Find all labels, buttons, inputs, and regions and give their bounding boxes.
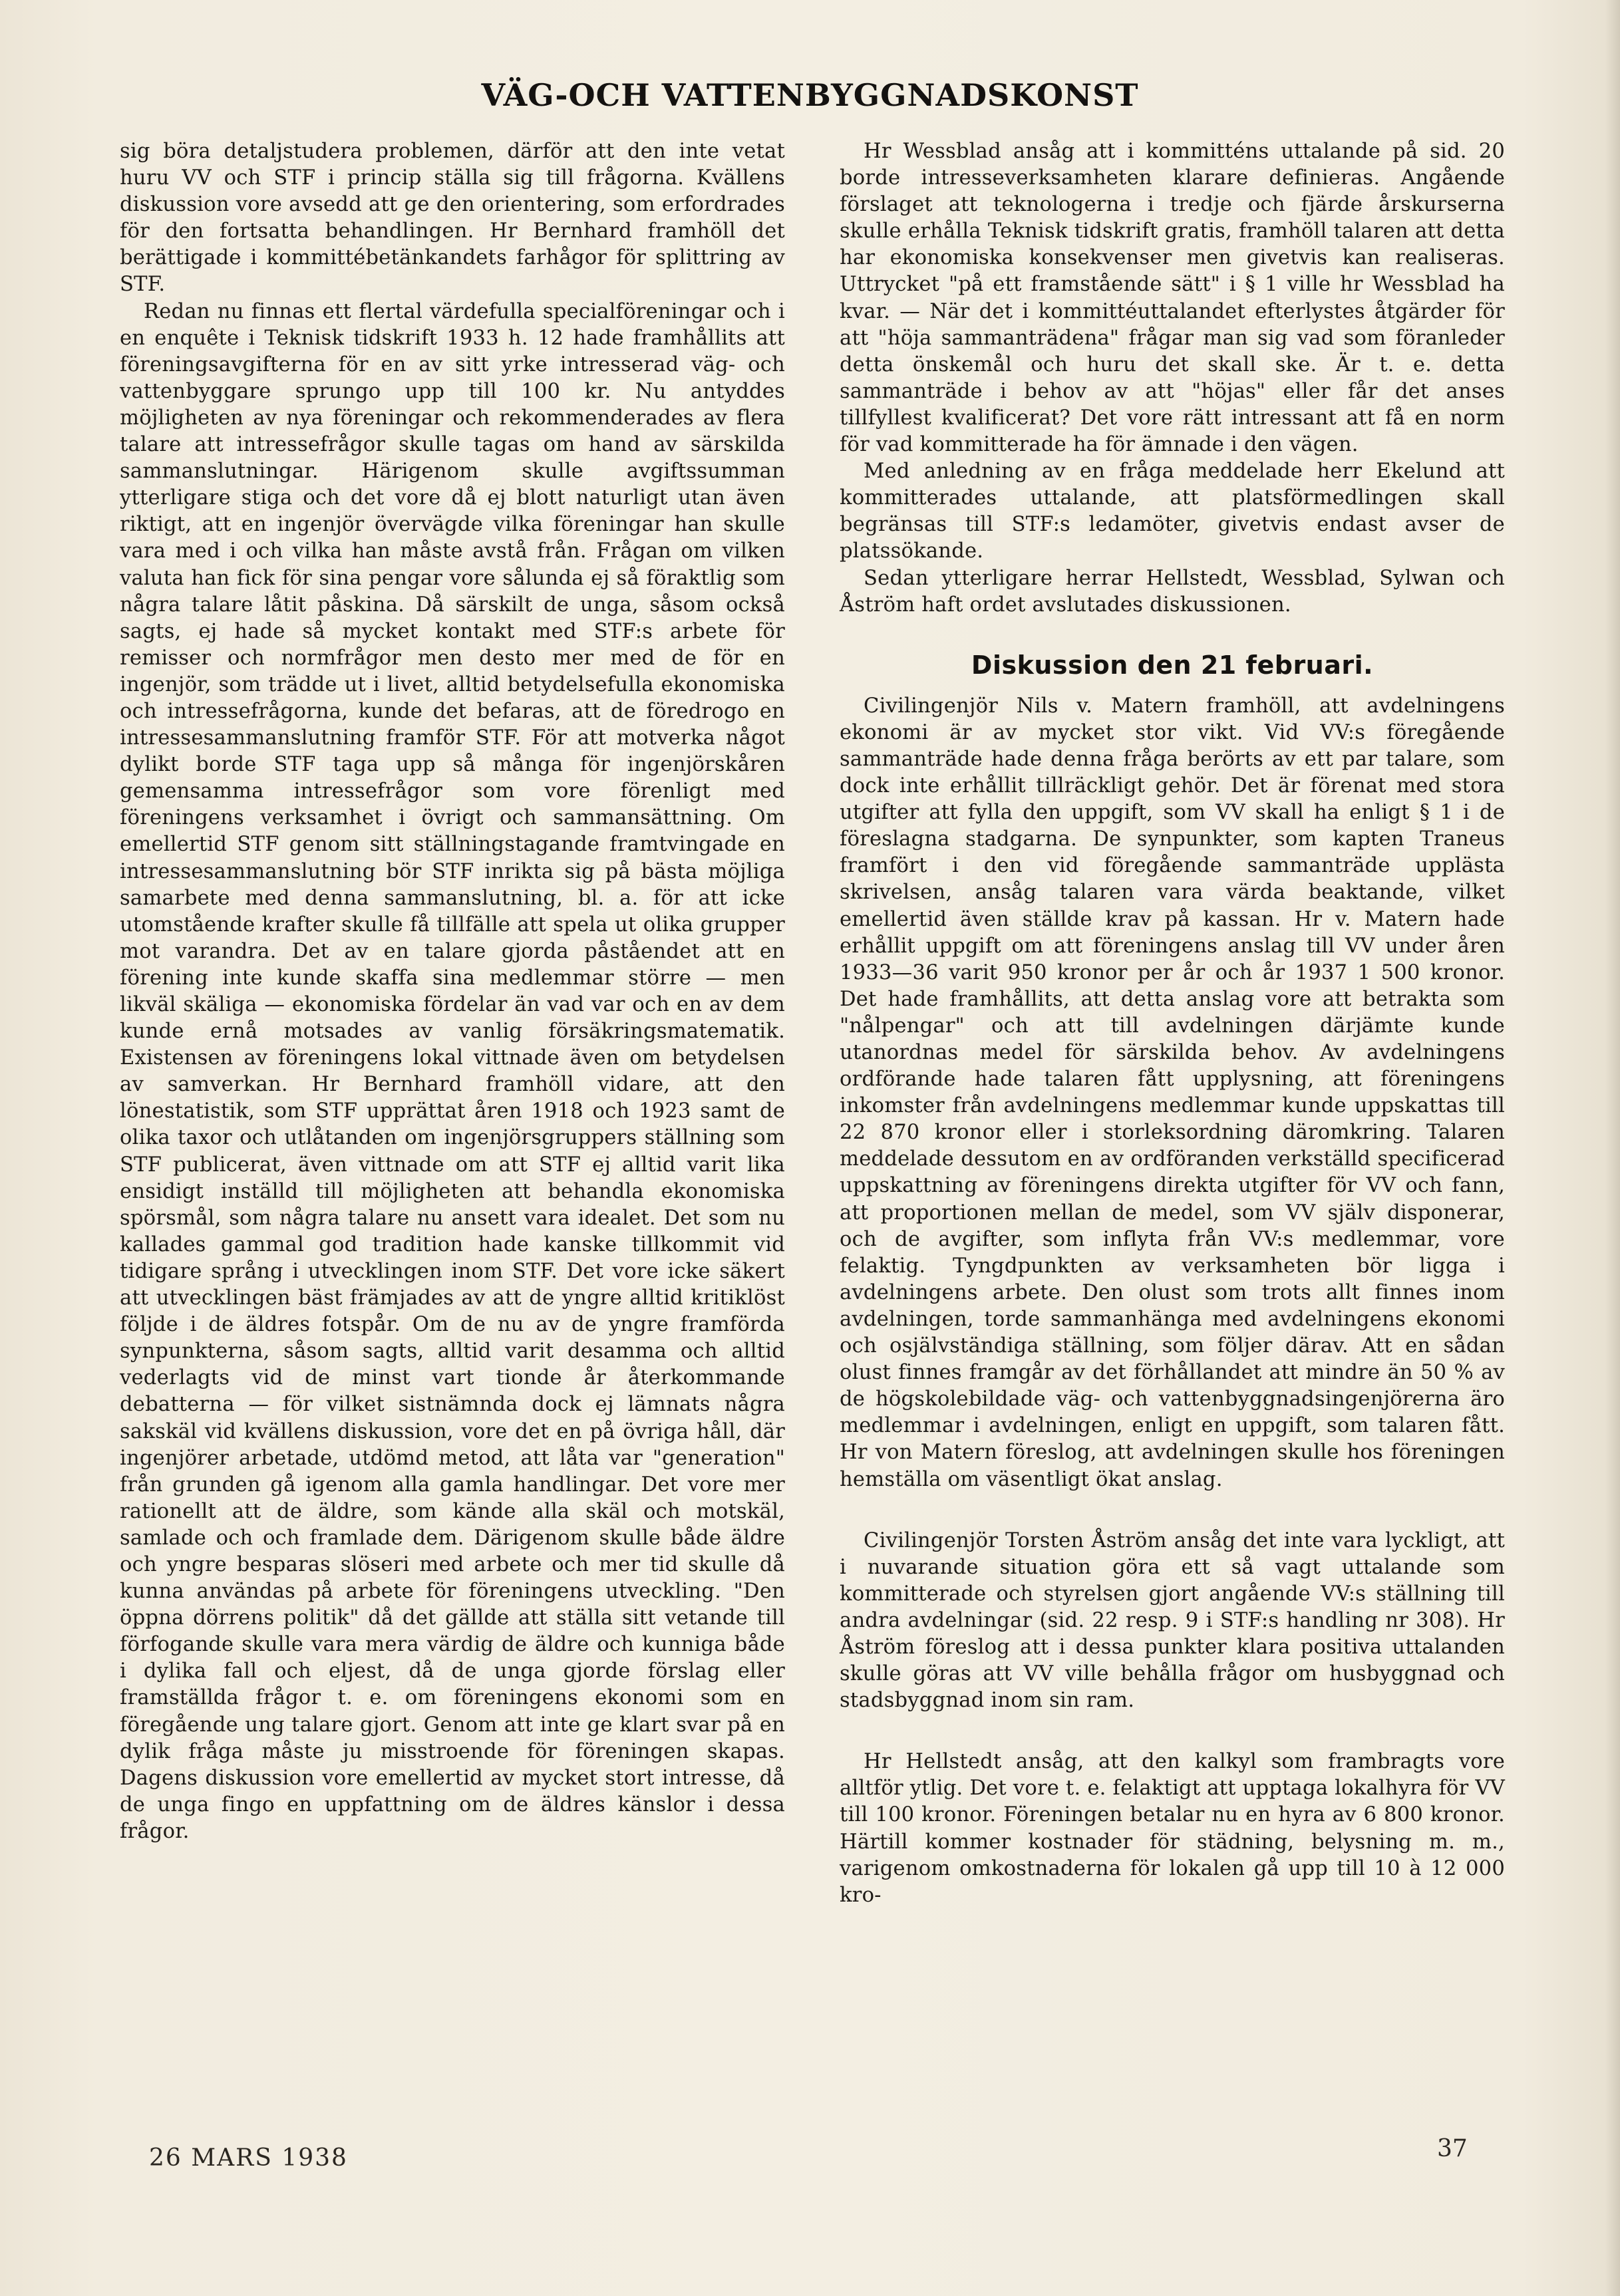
right-paragraph-ekelund: Med anledning av en fråga meddelade herr Ekelund att kommitterades uttalande, att platsförmedlingen skall begränsas till STF:s ledamöter, givetvis endast avser de platssökande. [840,460,1505,563]
running-head-title: VÄG-OCH VATTENBYGGNADSKONST [481,77,1139,113]
page-number: 37 [1437,2135,1468,2162]
right-paragraph-closing: Sedan ytterligare herrar Hellstedt, Wessblad, Sylwan och Åström haft ordet avslutades diskussionen. [840,566,1505,617]
section-heading: Diskussion den 21 februari. [971,650,1374,680]
right-paragraph-matern: Civilingenjör Nils v. Matern framhöll, att avdelningens ekonomi är av mycket stor vikt. Vid VV:s föregående sammanträde hade denna fråga berörts av ett par talare, som dock inte erhållit tillräckligt gehör. Det är förenat med stora utgifter att fylla den uppgift, som VV skall ha enligt § 1 i de föreslagna stadgarna. De synpunkter, som kapten Traneus framfört i den vid föregående sammanträde upplästa skrivelsen, ansåg talaren vara värda beaktande, vilket emellertid även ställde krav på kassan. Hr v. Matern hade erhållit uppgift om att föreningens anslag till VV under åren 1933—36 varit 950 kronor per år och år 1937 1 500 kronor. Det hade framhållits, att detta anslag vore att betrakta som "nålpengar" och att till avdelningen därjämte kunde utanordnas medel för särskilda behov. Av avdelningens ordförande hade talaren fått upplysning, att föreningens inkomster från avdelningens medlemmar kunde uppskattas till 22 870 kronor eller i storleksordning däromkring. Talaren meddelade dessutom en av ordföranden verkställd specificerad uppskattning av föreningens direkta utgifter för VV och fann, att proportionen mellan de medel, som VV själv disponerar, och de avgifter, som inflyta från VV:s medlemmar, vore felaktig. Tyngdpunkten av verksamheten bör ligga i avdelningens arbete. Den olust som trots allt finnes inom avdelningen, torde sammanhänga med avdelningens ekonomi och osjälvständiga ställning, som följer därav. Att en sådan olust finnes framgår av det förhållandet att mindre än 50 % av de högskolebildade väg- och vattenbyggnadsingenjörerna äro medlemmar i avdelningen, enligt en uppgift, som talaren fått. Hr von Matern föreslog, att avdelningen skulle hos föreningen hemställa om väsentligt ökat anslag. [840,694,1505,1491]
left-paragraph-1: sig böra detaljstudera problemen, därför att den inte vetat huru VV och STF i princip ställa sig till frågorna. Kvällens diskussion vore avsedd att ge den orientering, som erfordrades för den fortsatta behandlingen. Hr Bernhard framhöll det berättigade i kommittébetänkandets farhågor för splittring av STF. [120,140,785,297]
right-paragraph-astrom: Civilingenjör Torsten Åström ansåg det inte vara lyckligt, att i nuvarande situation göra ett så vagt uttalande som kommitterade och styrelsen gjort angående VV:s ställning till andra avdelningar (sid. 22 resp. 9 i STF:s handling nr 308). Hr Åström föreslog att i dessa punkter klara positiva uttalanden skulle göras att VV ville behålla frågor om husbyggnad och stadsbyggnad inom sin ram. [840,1528,1505,1713]
page-edge-shadow [1605,0,1620,2296]
left-paragraph-2: Redan nu finnas ett flertal värdefulla specialföreningar och i en enquête i Teknisk tidskrift 1933 h. 12 hade framhållits att föreningsavgifterna för en av sitt yrke intresserad väg- och vattenbyggare sprungo upp till 100 kr. Nu antyddes möjligheten av nya föreningar och rekommenderades av flera talare att intressefrågor skulle tagas om hand av särskilda sammanslutningar. Härigenom skulle avgiftssumman ytterligare stiga och det vore då ej blott naturligt utan även riktigt, att en ingenjör övervägde vilka föreningar han skulle vara med i och vilka han måste avstå från. Frågan om vilken valuta han fick för sina pengar vore sålunda ej så föraktlig som några talare låtit påskina. Då särskilt de unga, såsom också sagts, ej hade så mycket kontakt med STF:s arbete för remisser och normfrågor men desto mer med de för en ingenjör, som trädde ut i livet, alltid betydelsefulla ekonomiska och intressefrågorna, kunde det befaras, att de föredrogo en intressesammanslutning framför STF. För att motverka något dylikt borde STF taga upp så många för ingenjörskåren gemensamma intressefrågor som vore förenligt med föreningens verksamhet i övrigt och sammansättning. Om emellertid STF genom sitt ställningstagande framtvingade en intressesammanslutning bör STF inrikta sig på bästa möjliga samarbete med denna sammanslutning, bl. a. för att icke utomstående krafter skulle få tillfälle att spela ut olika grupper mot varandra. Det av en talare gjorda påståendet att en förening inte kunde skaffa sina medlemmar större — men likväl skäliga — ekonomiska fördelar än vad var och en av dem kunde ernå motsades av vanlig försäkringsmatematik. Existensen av föreningens lokal vittnade även om betydelsen av samverkan. Hr Bernhard framhöll vidare, att den lönestatistik, som STF upprättat åren 1918 och 1923 samt de olika taxor och utlåtanden om ingenjörsgruppers ställning som STF publicerat, även vittnade om att STF ej alltid varit lika ensidigt inställd till möjligheten att behandla ekonomiska spörsmål, som några talare nu ansett vara idealet. Det som nu kallades gammal god tradition hade kanske tillkommit vid tidigare språng i utvecklingen inom STF. Det vore icke säkert att utvecklingen bäst främjades av att de yngre alltid kritiklöst följde i de äldres fotspår. Om de nu av de yngre framförda synpunkterna, såsom sagts, alltid varit desamma och alltid vederlagts vid de minst vart tionde år återkommande debatterna — för vilket sistnämnda dock ej lämnats några sakskäl vid kvällens diskussion, vore det en på övriga håll, där ingenjörer arbetade, utdömd metod, att låta var "generation" från grunden gå igenom alla gamla handlingar. Det vore mer rationellt att de äldre, som kände alla skäl och motskäl, samlade och och framlade dem. Därigenom skulle både äldre och yngre besparas slöseri med arbete och mer tid skulle då kunna användas på arbete för föreningens utveckling. "Den öppna dörrens politik" då det gällde att ställa sitt vetande till förfogande skulle vara mera värdig de äldre och kunniga både i dylika fall och eljest, då de unga gjorde förslag eller framställda frågor t. e. om föreningens ekonomi som en föregående ung talare gjort. Genom att inte ge klart svar på en dylik fråga måste ju misstroende för föreningen skapas. Dagens diskussion vore emellertid av mycket stort intresse, då de unga fingo en uppfattning om de äldres känslor i dessa frågor. [120,299,785,1843]
footer-date: 26 MARS 1938 [149,2144,348,2172]
right-paragraph-hellstedt: Hr Hellstedt ansåg, att den kalkyl som frambragts vore alltför ytlig. Det vore t. e. felaktigt att upptaga lokalhyra för VV till 100 kronor. Föreningen betalar nu en hyra av 6 800 kronor. Härtill kommer kostnader för städning, belysning m. m., varigenom omkostnaderna för lokalen gå upp till 10 à 12 000 kro- [840,1750,1505,1907]
left-column [120,138,785,1845]
right-column [840,138,1505,1909]
right-paragraph-wessblad: Hr Wessblad ansåg att i kommitténs uttalande på sid. 20 borde intresseverksamheten klarare definieras. Angående förslaget att teknologerna i tredje och fjärde årskurserna skulle erhålla Teknisk tidskrift gratis, framhöll talaren att detta har ekonomiska konsekvenser men givetvis kan realiseras. Uttrycket "på ett framstående sätt" i § 1 ville hr Wessblad ha kvar. — När det i kommittéuttalandet efterlystes åtgärder för att "höja sammanträdena" frågar man sig vad som föranleder detta önskemål och huru det skall ske. Är t. e. detta sammanträde i behov av att "höjas" eller får det anses tillfyllest kvalificerat? Det vore rätt intressant att få en norm för vad kommitterade ha för ämnade i den vägen. [840,140,1505,457]
